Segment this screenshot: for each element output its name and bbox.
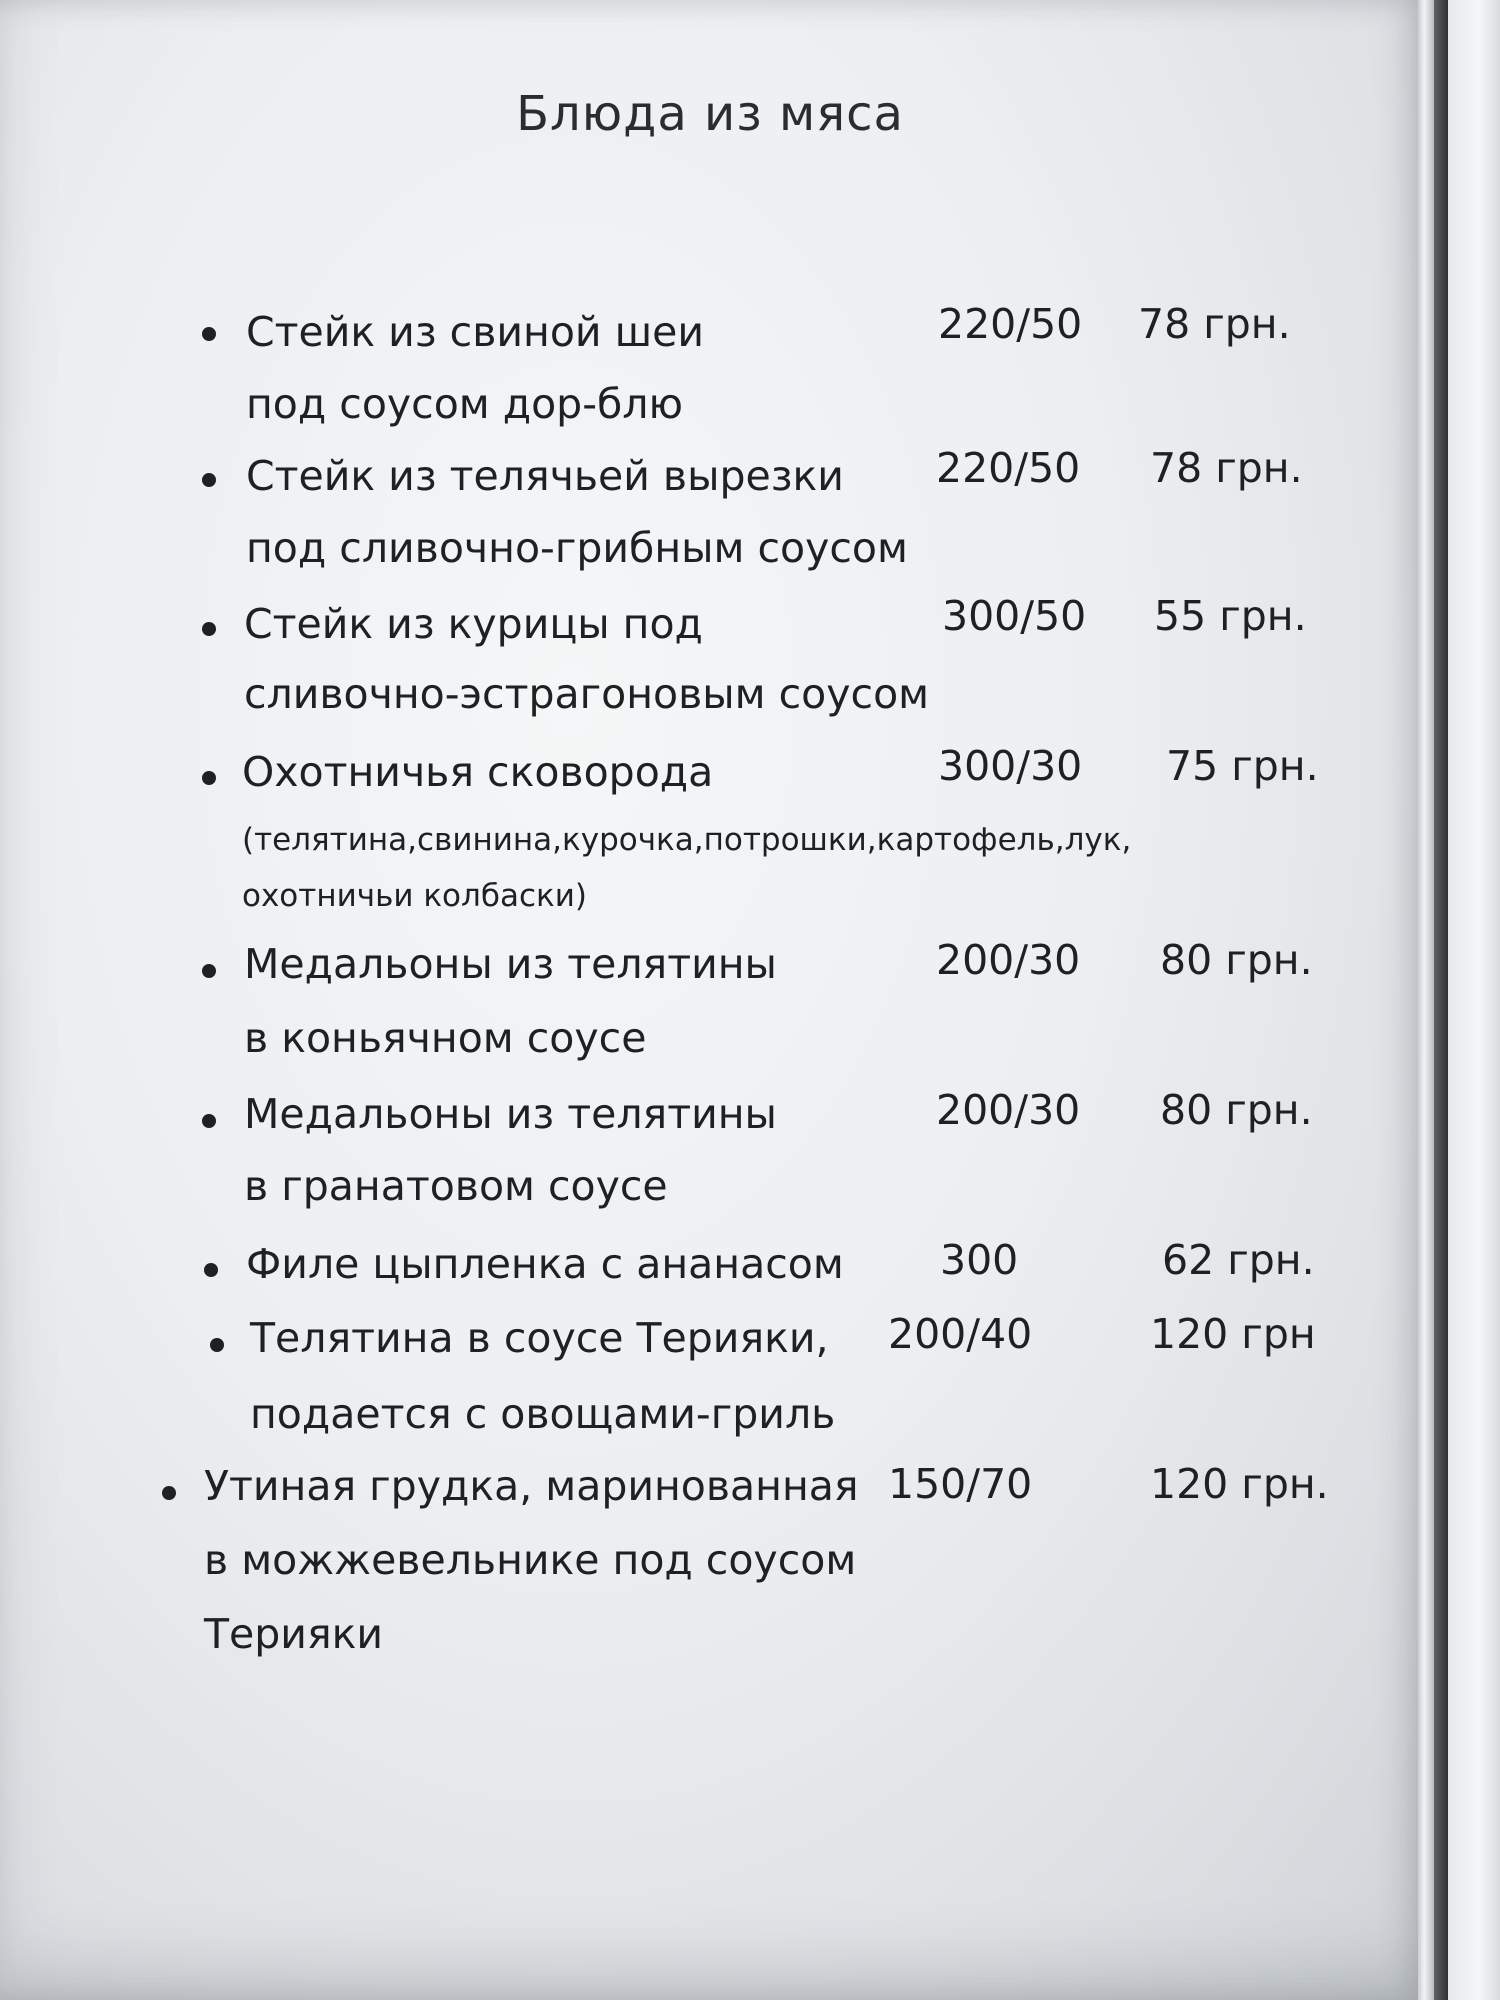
item-name-line: Филе цыпленка с ананасом bbox=[246, 1240, 844, 1288]
item-weight: 300/50 bbox=[942, 592, 1087, 640]
item-weight: 200/40 bbox=[888, 1310, 1033, 1358]
item-price: 55 грн. bbox=[1154, 592, 1307, 640]
bullet-icon bbox=[210, 1338, 224, 1352]
item-name-line: Терияки bbox=[204, 1610, 384, 1658]
item-price: 78 грн. bbox=[1150, 444, 1303, 492]
item-price: 120 грн. bbox=[1150, 1460, 1329, 1508]
item-name-line: в можжевельнике под соусом bbox=[204, 1536, 857, 1584]
binder-gap bbox=[1434, 0, 1448, 2000]
item-price: 62 грн. bbox=[1162, 1236, 1315, 1284]
item-weight: 220/50 bbox=[936, 444, 1081, 492]
bullet-icon bbox=[202, 327, 216, 341]
item-ingredients-line: охотничьи колбаски) bbox=[242, 878, 587, 914]
page-title: Блюда из мяса bbox=[516, 86, 904, 142]
item-name-line: Стейк из свиной шеи bbox=[246, 308, 704, 356]
item-weight: 200/30 bbox=[936, 1086, 1081, 1134]
item-name-line: под соусом дор-блю bbox=[246, 380, 684, 428]
bullet-icon bbox=[162, 1486, 176, 1500]
page-edge bbox=[1418, 0, 1434, 2000]
bullet-icon bbox=[202, 771, 216, 785]
bullet-icon bbox=[202, 622, 216, 636]
item-weight: 220/50 bbox=[938, 300, 1083, 348]
item-weight: 300 bbox=[940, 1236, 1019, 1284]
item-name-line: подается с овощами-гриль bbox=[250, 1390, 836, 1438]
item-ingredients-line: (телятина,свинина,курочка,потрошки,картофель,лук, bbox=[242, 822, 1132, 858]
item-name-line: сливочно-эстрагоновым соусом bbox=[244, 670, 930, 718]
item-name-line: в гранатовом соусе bbox=[244, 1162, 668, 1210]
item-price: 75 грн. bbox=[1166, 742, 1319, 790]
item-price: 80 грн. bbox=[1160, 1086, 1313, 1134]
item-name-line: в коньячном соусе bbox=[244, 1014, 647, 1062]
bullet-icon bbox=[202, 473, 216, 487]
item-name-line: Медальоны из телятины bbox=[244, 1090, 777, 1138]
item-name-line: Телятина в соусе Терияки, bbox=[250, 1314, 829, 1362]
adjacent-page bbox=[1448, 0, 1500, 2000]
item-price: 78 грн. bbox=[1138, 300, 1291, 348]
bullet-icon bbox=[204, 1263, 218, 1277]
item-name-line: Охотничья сковорода bbox=[242, 748, 714, 796]
bullet-icon bbox=[202, 1114, 216, 1128]
item-weight: 300/30 bbox=[938, 742, 1083, 790]
item-name-line: Стейк из курицы под bbox=[244, 600, 703, 648]
item-name-line: Медальоны из телятины bbox=[244, 940, 777, 988]
item-weight: 200/30 bbox=[936, 936, 1081, 984]
item-weight: 150/70 bbox=[888, 1460, 1033, 1508]
item-name-line: Стейк из телячьей вырезки bbox=[246, 452, 844, 500]
item-name-line: под сливочно-грибным соусом bbox=[246, 524, 908, 572]
item-price: 80 грн. bbox=[1160, 936, 1313, 984]
bullet-icon bbox=[202, 964, 216, 978]
item-name-line: Утиная грудка, маринованная bbox=[204, 1462, 859, 1510]
item-price: 120 грн bbox=[1150, 1310, 1316, 1358]
